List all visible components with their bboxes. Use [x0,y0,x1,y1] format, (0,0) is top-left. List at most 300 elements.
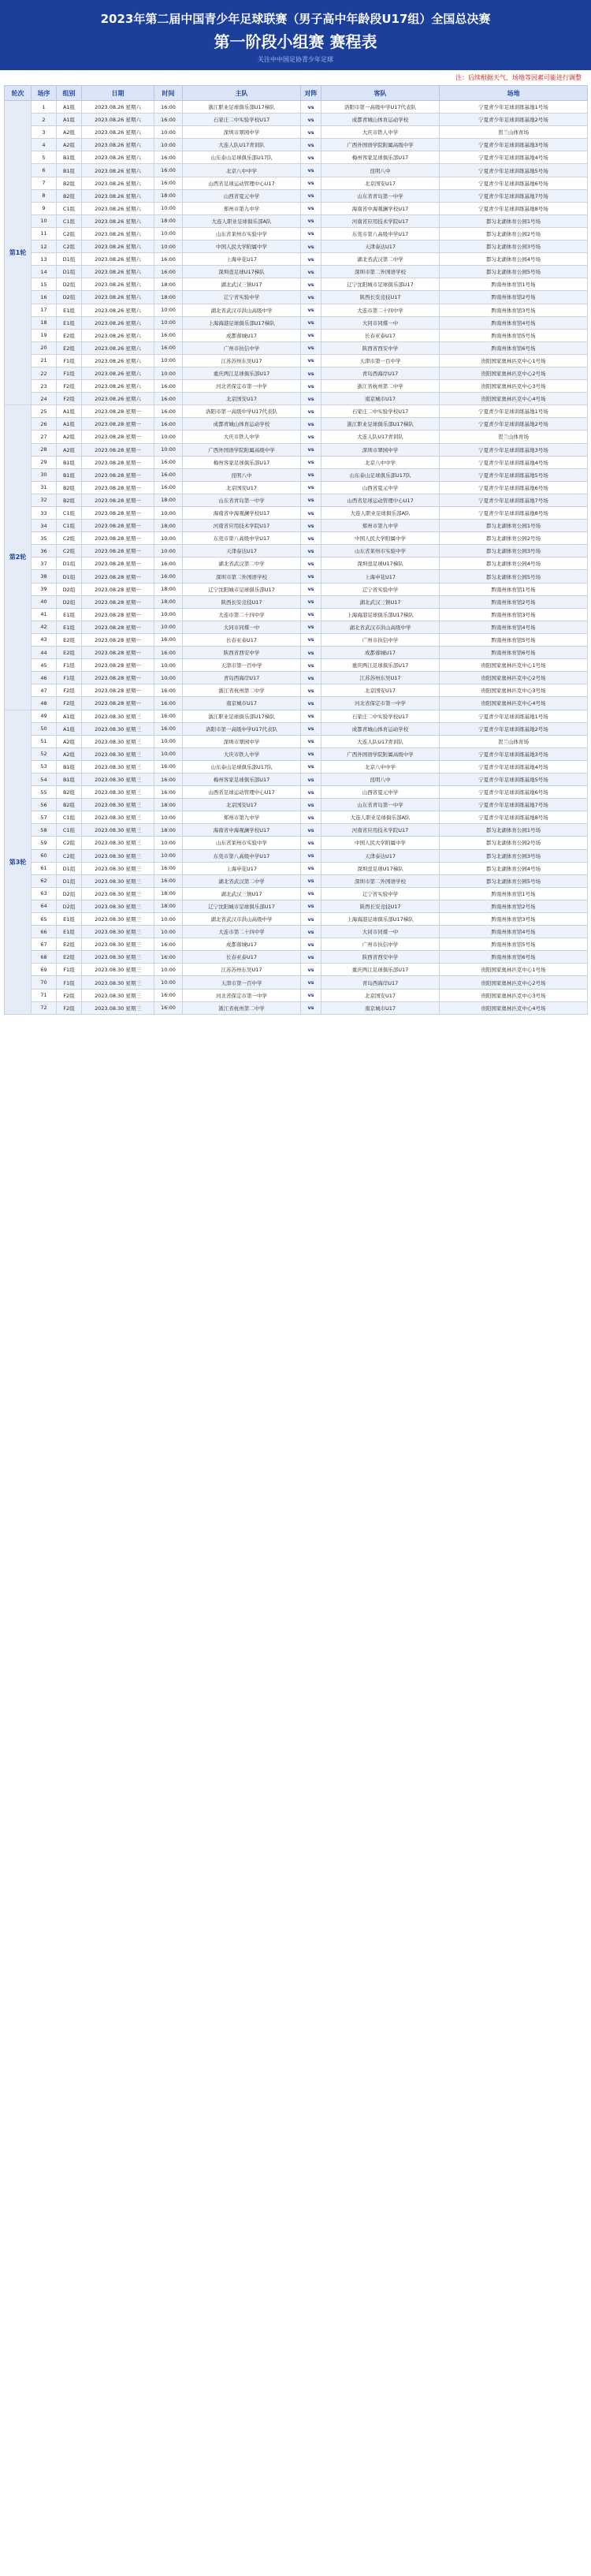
time-cell: 10:00 [154,672,183,684]
home-team: 北京国安U17 [183,799,301,811]
time-cell: 16:00 [154,405,183,418]
vs-cell: vs [301,926,322,938]
away-team: 湖北武汉三镇U17 [322,595,440,608]
time-cell: 16:00 [154,773,183,785]
time-cell: 18:00 [154,291,183,304]
table-row [5,393,588,405]
table-row [5,405,588,418]
time-cell: 18:00 [154,595,183,608]
time-cell: 16:00 [154,151,183,164]
group-cell: F2组 [57,697,82,710]
time-cell: 16:00 [154,329,183,341]
away-team: 江苏苏州东吴U17 [322,672,440,684]
away-team: 上海海港足球俱乐部U17梯队 [322,608,440,621]
group-cell: A2组 [57,431,82,443]
venue-cell: 宁夏青少年足球训练基地8号场 [440,811,588,824]
away-team: 山西省夏元中学 [322,786,440,799]
away-team: 昆明八中 [322,164,440,177]
table-row [5,520,588,532]
away-team: 辽宁沈阳城市足球俱乐部U17 [322,278,440,291]
venue-cell: 宁夏青少年足球训练基地7号场 [440,799,588,811]
venue-cell: 黔南州体育馆2号场 [440,291,588,304]
date-cell: 2023.08.28 星期一 [82,494,154,506]
time-cell: 18:00 [154,887,183,900]
match-number: 20 [32,341,57,354]
subtitle: 关注中中国足协青少年足球 [258,56,333,63]
time-cell: 10:00 [154,227,183,240]
home-team: 洛阳市第一高级中学U17代表队 [183,405,301,418]
vs-cell: vs [301,900,322,912]
venue-cell: 黔南州体育馆6号场 [440,647,588,659]
away-team: 深圳市翠园中学 [322,443,440,456]
venue-cell: 贵阳国家奥林匹克中心1号场 [440,659,588,672]
group-cell: F1组 [57,976,82,989]
home-team: 浙江职业足球俱乐部U17梯队 [183,710,301,722]
table-row [5,799,588,811]
vs-cell: vs [301,557,322,570]
match-number: 27 [32,431,57,443]
group-cell: C2组 [57,849,82,862]
date-cell: 2023.08.26 星期六 [82,329,154,341]
match-number: 12 [32,240,57,253]
table-row [5,329,588,341]
group-cell: C1组 [57,202,82,214]
time-cell: 10:00 [154,354,183,367]
vs-cell: vs [301,760,322,773]
away-team: 河南省应用技术学院U17 [322,214,440,227]
match-number: 36 [32,545,57,557]
match-number: 6 [32,164,57,177]
venue-cell: 黔南州体育馆2号场 [440,900,588,912]
vs-cell: vs [301,595,322,608]
group-cell: B2组 [57,786,82,799]
venue-cell: 宁夏青少年足球训练基地4号场 [440,151,588,164]
venue-cell: 都匀北湖体育公园3号场 [440,545,588,557]
match-number: 1 [32,101,57,114]
date-cell: 2023.08.26 星期六 [82,291,154,304]
time-cell: 16:00 [154,938,183,951]
away-team: 南京城市U17 [322,393,440,405]
date-cell: 2023.08.28 星期一 [82,697,154,710]
group-cell: C2组 [57,532,82,545]
vs-cell: vs [301,874,322,887]
table-row [5,139,588,151]
match-number: 48 [32,697,57,710]
venue-cell: 都匀北湖体育公园5号场 [440,570,588,583]
home-team: 梅州客家足球俱乐部U17 [183,773,301,785]
date-cell: 2023.08.30 星期三 [82,1001,154,1014]
table-row [5,151,588,164]
away-team: 大连人职业足球俱乐部A队 [322,507,440,520]
away-team: 辽宁省实验中学 [322,887,440,900]
match-number: 63 [32,887,57,900]
home-team: 昆明八中 [183,468,301,481]
time-cell: 16:00 [154,633,183,646]
adjustment-note: 注：后续根据天气、场地等因素可能进行调整 [0,70,591,85]
table-row [5,177,588,189]
table-row [5,849,588,862]
date-cell: 2023.08.30 星期三 [82,811,154,824]
time-cell: 10:00 [154,316,183,329]
table-row [5,189,588,202]
time-cell: 18:00 [154,520,183,532]
group-cell: C2组 [57,240,82,253]
vs-cell: vs [301,786,322,799]
table-row [5,874,588,887]
vs-cell: vs [301,747,322,760]
date-cell: 2023.08.26 星期六 [82,126,154,139]
vs-cell: vs [301,177,322,189]
date-cell: 2023.08.26 星期六 [82,240,154,253]
time-cell: 18:00 [154,583,183,595]
table-row [5,240,588,253]
column-header: 日期 [82,86,154,101]
away-team: 石家庄二中实验学校U17 [322,405,440,418]
home-team: 山东泰山足球俱乐部U17队 [183,151,301,164]
table-row [5,316,588,329]
vs-cell: vs [301,393,322,405]
home-team: 大连人职业足球俱乐部A队 [183,214,301,227]
date-cell: 2023.08.30 星期三 [82,824,154,837]
table-row [5,278,588,291]
away-team: 浙江职业足球俱乐部U17梯队 [322,418,440,431]
group-cell: C1组 [57,520,82,532]
away-team: 北京国安U17 [322,684,440,697]
round-label: 第1轮 [5,101,32,405]
away-team: 广西外国语学院附属高级中学 [322,747,440,760]
away-team: 上海申花U17 [322,570,440,583]
time-cell: 16:00 [154,418,183,431]
home-team: 湖北武汉三镇U17 [183,278,301,291]
group-cell: D1组 [57,874,82,887]
home-team: 辽宁沈阳城市足球俱乐部U17 [183,583,301,595]
away-team: 大连人队U17青训队 [322,431,440,443]
home-team: 重庆两江足球俱乐部U17 [183,367,301,379]
group-cell: B1组 [57,773,82,785]
group-cell: D1组 [57,570,82,583]
venue-cell: 贵阳国家奥林匹克中心4号场 [440,1001,588,1014]
match-number: 8 [32,189,57,202]
date-cell: 2023.08.26 星期六 [82,316,154,329]
home-team: 梅州客家足球俱乐部U17 [183,456,301,468]
date-cell: 2023.08.30 星期三 [82,747,154,760]
table-row [5,824,588,837]
date-cell: 2023.08.30 星期三 [82,837,154,849]
vs-cell: vs [301,494,322,506]
match-number: 54 [32,773,57,785]
vs-cell: vs [301,189,322,202]
match-number: 11 [32,227,57,240]
vs-cell: vs [301,849,322,862]
match-number: 51 [32,735,57,747]
group-cell: A1组 [57,710,82,722]
vs-cell: vs [301,266,322,278]
venue-cell: 宁夏青少年足球训练基地2号场 [440,114,588,126]
vs-cell: vs [301,304,322,316]
home-team: 山东省莱州市实验中学 [183,227,301,240]
venue-cell: 贵阳国家奥林匹克中心2号场 [440,367,588,379]
table-row [5,532,588,545]
match-number: 4 [32,139,57,151]
table-row [5,964,588,976]
table-row [5,507,588,520]
venue-cell: 宁夏青少年足球训练基地1号场 [440,101,588,114]
time-cell: 10:00 [154,964,183,976]
home-team: 河北省保定市第一中学 [183,989,301,1001]
home-team: 陕西长安竞技U17 [183,595,301,608]
match-number: 40 [32,595,57,608]
venue-cell: 黔南州体育馆6号场 [440,341,588,354]
match-number: 16 [32,291,57,304]
table-row [5,494,588,506]
home-team: 陕西省西安中学 [183,647,301,659]
venue-cell: 都匀北湖体育公园4号场 [440,862,588,874]
group-cell: A2组 [57,126,82,139]
home-team: 湖北省武汉市洪山高级中学 [183,304,301,316]
venue-cell: 贺兰山体育场 [440,126,588,139]
home-team: 浙江省杭州第二中学 [183,1001,301,1014]
time-cell: 16:00 [154,341,183,354]
home-team: 河北省保定市第一中学 [183,380,301,393]
home-team: 山西省足球运动管理中心U17 [183,786,301,799]
column-header: 组别 [57,86,82,101]
away-team: 洛阳市第一高级中学U17代表队 [322,101,440,114]
date-cell: 2023.08.28 星期一 [82,557,154,570]
venue-cell: 都匀北湖体育公园1号场 [440,214,588,227]
group-cell: B1组 [57,468,82,481]
home-team: 洛阳市第一高级中学U17代表队 [183,722,301,735]
match-number: 15 [32,278,57,291]
date-cell: 2023.08.28 星期一 [82,418,154,431]
table-row [5,659,588,672]
vs-cell: vs [301,989,322,1001]
group-cell: D2组 [57,595,82,608]
group-cell: D2组 [57,583,82,595]
date-cell: 2023.08.26 星期六 [82,164,154,177]
home-team: 海南省中海观澜学校U17 [183,824,301,837]
vs-cell: vs [301,799,322,811]
date-cell: 2023.08.30 星期三 [82,760,154,773]
venue-cell: 都匀北湖体育公园3号场 [440,849,588,862]
date-cell: 2023.08.30 星期三 [82,862,154,874]
date-cell: 2023.08.28 星期一 [82,481,154,494]
match-number: 42 [32,621,57,633]
match-number: 33 [32,507,57,520]
home-team: 江苏苏州东吴U17 [183,964,301,976]
time-cell: 16:00 [154,710,183,722]
table-row [5,951,588,964]
table-row [5,837,588,849]
group-cell: B1组 [57,151,82,164]
time-cell: 18:00 [154,278,183,291]
table-row [5,570,588,583]
away-team: 上海海港足球俱乐部U17梯队 [322,913,440,926]
match-number: 5 [32,151,57,164]
away-team: 重庆两江足球俱乐部U17 [322,964,440,976]
away-team: 北京国安U17 [322,989,440,1001]
venue-cell: 都匀北湖体育公园5号场 [440,874,588,887]
date-cell: 2023.08.30 星期三 [82,799,154,811]
date-cell: 2023.08.28 星期一 [82,405,154,418]
table-row [5,938,588,951]
vs-cell: vs [301,545,322,557]
match-number: 26 [32,418,57,431]
match-number: 25 [32,405,57,418]
vs-cell: vs [301,202,322,214]
home-team: 广州市执信中学 [183,341,301,354]
table-row [5,291,588,304]
table-row [5,114,588,126]
group-cell: D1组 [57,557,82,570]
venue-cell: 贵阳国家奥林匹克中心2号场 [440,976,588,989]
table-row [5,976,588,989]
vs-cell: vs [301,468,322,481]
time-cell: 18:00 [154,494,183,506]
match-number: 71 [32,989,57,1001]
table-row [5,595,588,608]
home-team: 江苏苏州东吴U17 [183,354,301,367]
away-team: 广西外国语学院附属高级中学 [322,139,440,151]
date-cell: 2023.08.28 星期一 [82,570,154,583]
away-team: 陕西省西安中学 [322,951,440,964]
vs-cell: vs [301,316,322,329]
away-team: 大同市同煤一中 [322,926,440,938]
home-team: 北京国安U17 [183,481,301,494]
away-team: 成都青城山体育运动学校 [322,114,440,126]
group-cell: E1组 [57,316,82,329]
match-number: 18 [32,316,57,329]
column-header: 时间 [154,86,183,101]
group-cell: B1组 [57,164,82,177]
home-team: 湖北省武汉市洪山高级中学 [183,913,301,926]
table-row [5,380,588,393]
home-team: 湖北省武汉第二中学 [183,557,301,570]
table-row [5,456,588,468]
date-cell: 2023.08.26 星期六 [82,177,154,189]
table-row [5,773,588,785]
vs-cell: vs [301,456,322,468]
home-team: 上海申花U17 [183,862,301,874]
time-cell: 18:00 [154,189,183,202]
table-row [5,418,588,431]
vs-cell: vs [301,913,322,926]
vs-cell: vs [301,697,322,710]
home-team: 中国人民大学附属中学 [183,240,301,253]
date-cell: 2023.08.30 星期三 [82,722,154,735]
group-cell: B2组 [57,494,82,506]
date-cell: 2023.08.30 星期三 [82,874,154,887]
date-cell: 2023.08.30 星期三 [82,710,154,722]
group-cell: F2组 [57,1001,82,1014]
group-cell: B2组 [57,799,82,811]
time-cell: 16:00 [154,253,183,266]
date-cell: 2023.08.26 星期六 [82,202,154,214]
match-number: 60 [32,849,57,862]
time-cell: 16:00 [154,380,183,393]
away-team: 湖北省武汉市洪山高级中学 [322,621,440,633]
venue-cell: 贺兰山体育场 [440,735,588,747]
vs-cell: vs [301,278,322,291]
table-row [5,253,588,266]
date-cell: 2023.08.26 星期六 [82,354,154,367]
away-team: 河北省保定市第一中学 [322,697,440,710]
date-cell: 2023.08.26 星期六 [82,227,154,240]
time-cell: 18:00 [154,214,183,227]
away-team: 北京八中中学 [322,456,440,468]
table-row [5,227,588,240]
venue-cell: 宁夏青少年足球训练基地8号场 [440,507,588,520]
match-number: 14 [32,266,57,278]
away-team: 天津泰达U17 [322,849,440,862]
vs-cell: vs [301,405,322,418]
venue-cell: 宁夏青少年足球训练基地2号场 [440,418,588,431]
away-team: 天津泰达U17 [322,240,440,253]
group-cell: E2组 [57,647,82,659]
home-team: 石家庄二中实验学校U17 [183,114,301,126]
time-cell: 10:00 [154,304,183,316]
vs-cell: vs [301,367,322,379]
vs-cell: vs [301,291,322,304]
column-header: 轮次 [5,86,32,101]
match-number: 65 [32,913,57,926]
venue-cell: 宁夏青少年足球训练基地4号场 [440,456,588,468]
vs-cell: vs [301,520,322,532]
date-cell: 2023.08.26 星期六 [82,253,154,266]
table-row [5,304,588,316]
time-cell: 16:00 [154,862,183,874]
table-row [5,341,588,354]
home-team: 山东泰山足球俱乐部U17队 [183,760,301,773]
venue-cell: 宁夏青少年足球训练基地3号场 [440,747,588,760]
home-team: 大连人队U17青训队 [183,139,301,151]
stage-title: 第一阶段小组赛 赛程表 [214,32,377,51]
group-cell: A2组 [57,735,82,747]
table-row [5,367,588,379]
home-team: 深圳市翠园中学 [183,735,301,747]
away-team: 深圳壹足球U17梯队 [322,557,440,570]
venue-cell: 黔南州体育馆5号场 [440,633,588,646]
away-team: 重庆两江足球俱乐部U17 [322,659,440,672]
home-team: 成都蓉城U17 [183,329,301,341]
table-row [5,164,588,177]
time-cell: 10:00 [154,507,183,520]
header [0,0,591,70]
group-cell: D1组 [57,862,82,874]
table-row [5,633,588,646]
venue-cell: 宁夏青少年足球训练基地6号场 [440,481,588,494]
date-cell: 2023.08.28 星期一 [82,608,154,621]
date-cell: 2023.08.26 星期六 [82,214,154,227]
vs-cell: vs [301,227,322,240]
time-cell: 18:00 [154,799,183,811]
venue-cell: 宁夏青少年足球训练基地5号场 [440,468,588,481]
home-team: 东莞市第八高级中学U17 [183,532,301,545]
match-number: 38 [32,570,57,583]
table-row [5,214,588,227]
venue-cell: 都匀北湖体育公园4号场 [440,253,588,266]
group-cell: B2组 [57,177,82,189]
home-team: 天津市第一百中学 [183,976,301,989]
home-team: 深圳壹足球U17梯队 [183,266,301,278]
away-team: 梅州客家足球俱乐部U17 [322,151,440,164]
column-header: 主队 [183,86,301,101]
home-team: 天津市第一百中学 [183,659,301,672]
venue-cell: 宁夏青少年足球训练基地3号场 [440,139,588,151]
away-team: 山东泰山足球俱乐部U17队 [322,468,440,481]
venue-cell: 宁夏青少年足球训练基地4号场 [440,760,588,773]
date-cell: 2023.08.28 星期一 [82,684,154,697]
date-cell: 2023.08.26 星期六 [82,139,154,151]
